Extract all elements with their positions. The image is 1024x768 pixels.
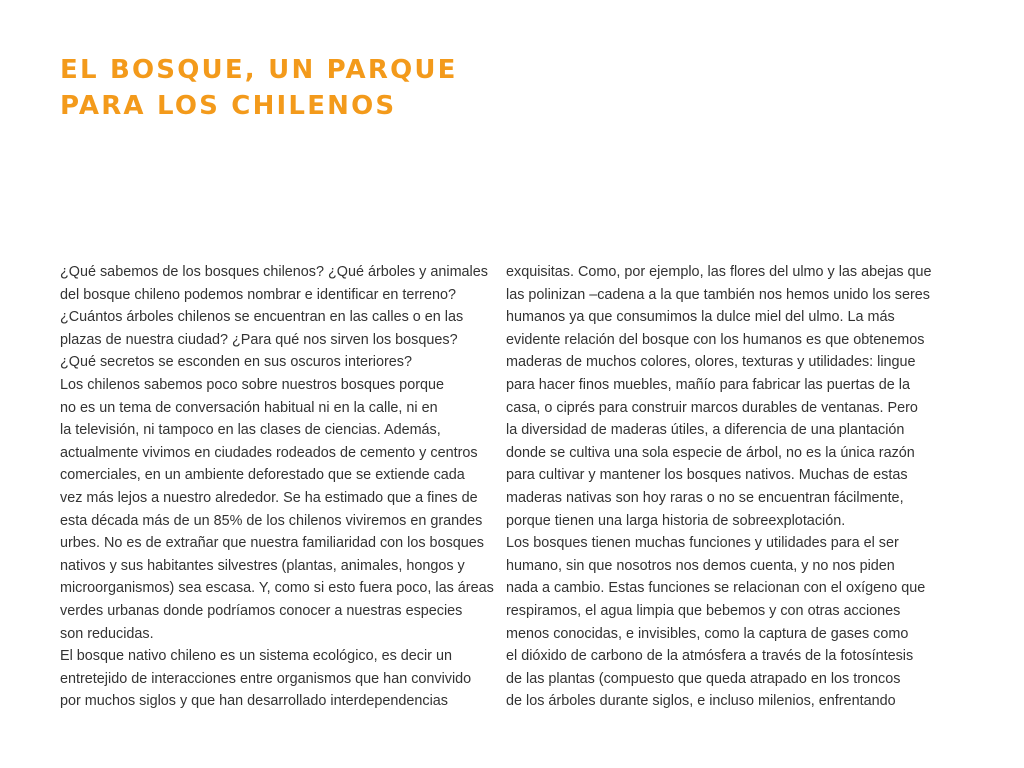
text-line: Los chilenos sabemos poco sobre nuestros bosques porque	[60, 376, 444, 393]
body-column-left	[60, 261, 494, 713]
text-line: del bosque chileno podemos nombrar e identificar en terreno?	[60, 286, 456, 303]
text-line: nativos y sus habitantes silvestres (plantas, animales, hongos y	[60, 557, 465, 574]
page-title	[60, 52, 458, 124]
text-line: no es un tema de conversación habitual ni en la calle, ni en	[60, 399, 438, 416]
text-line: menos conocidas, e invisibles, como la captura de gases como	[506, 625, 909, 642]
text-line: humano, sin que nosotros nos demos cuenta, y no nos piden	[506, 557, 895, 574]
text-line: urbes. No es de extrañar que nuestra familiaridad con los bosques	[60, 535, 484, 552]
text-line: para cultivar y mantener los bosques nativos. Muchas de estas	[506, 467, 908, 484]
text-line: maderas nativas son hoy raras o no se encuentran fácilmente,	[506, 489, 904, 506]
text-line: el dióxido de carbono de la atmósfera a través de la fotosíntesis	[506, 648, 914, 665]
text-line: casa, o ciprés para construir marcos durables de ventanas. Pero	[506, 399, 918, 416]
text-line: donde se cultiva una sola especie de árbol, no es la única razón	[506, 444, 915, 461]
text-line: evidente relación del bosque con los humanos es que obtenemos	[506, 331, 925, 348]
text-line: por muchos siglos y que han desarrollado interdependencias	[60, 693, 448, 710]
text-line: maderas de muchos colores, olores, texturas y utilidades: lingue	[506, 354, 916, 371]
text-line: Los bosques tienen muchas funciones y utilidades para el ser	[506, 535, 899, 552]
text-line: son reducidas.	[60, 625, 154, 642]
text-line: exquisitas. Como, por ejemplo, las flores del ulmo y las abejas que	[506, 264, 932, 280]
text-line: plazas de nuestra ciudad? ¿Para qué nos sirven los bosques?	[60, 331, 458, 348]
text-line: porque tienen una larga historia de sobreexplotación.	[506, 512, 846, 529]
text-line: esta década más de un 85% de los chilenos viviremos en grandes	[60, 512, 483, 529]
text-line: vez más lejos a nuestro alrededor. Se ha estimado que a fines de	[60, 489, 478, 506]
text-line: ¿Cuántos árboles chilenos se encuentran en las calles o en las	[60, 309, 464, 326]
page-title-line-2: PARA LOS CHILENOS	[60, 91, 397, 121]
text-line: verdes urbanas donde podríamos conocer a nuestras especies	[60, 602, 463, 619]
text-line: actualmente vivimos en ciudades rodeados de cemento y centros	[60, 444, 478, 461]
text-line: las polinizan –cadena a la que también nos hemos unido los seres	[506, 286, 930, 303]
text-line: la televisión, ni tampoco en las clases de ciencias. Además,	[60, 422, 441, 439]
text-line: ¿Qué sabemos de los bosques chilenos? ¿Qué árboles y animales	[60, 264, 488, 280]
text-line: humanos ya que consumimos la dulce miel del ulmo. La más	[506, 309, 895, 326]
body-column-right	[506, 261, 936, 713]
text-line: la diversidad de maderas útiles, a diferencia de una plantación	[506, 422, 905, 439]
text-line: para hacer finos muebles, mañío para fabricar las puertas de la	[506, 376, 910, 393]
text-line: comerciales, en un ambiente deforestado que se extiende cada	[60, 467, 465, 484]
text-line: nada a cambio. Estas funciones se relacionan con el oxígeno que	[506, 580, 926, 597]
page-title-line-1: EL BOSQUE, UN PARQUE	[60, 55, 458, 85]
text-line: ¿Qué secretos se esconden en sus oscuros interiores?	[60, 354, 412, 371]
text-line: de los árboles durante siglos, e incluso milenios, enfrentando	[506, 693, 896, 710]
text-line: respiramos, el agua limpia que bebemos y con otras acciones	[506, 602, 901, 619]
text-line: de las plantas (compuesto que queda atrapado en los troncos	[506, 670, 901, 687]
text-line: microorganismos) sea escasa. Y, como si esto fuera poco, las áreas	[60, 580, 494, 597]
text-line: El bosque nativo chileno es un sistema ecológico, es decir un	[60, 648, 452, 665]
text-line: entretejido de interacciones entre organismos que han convivido	[60, 670, 472, 687]
